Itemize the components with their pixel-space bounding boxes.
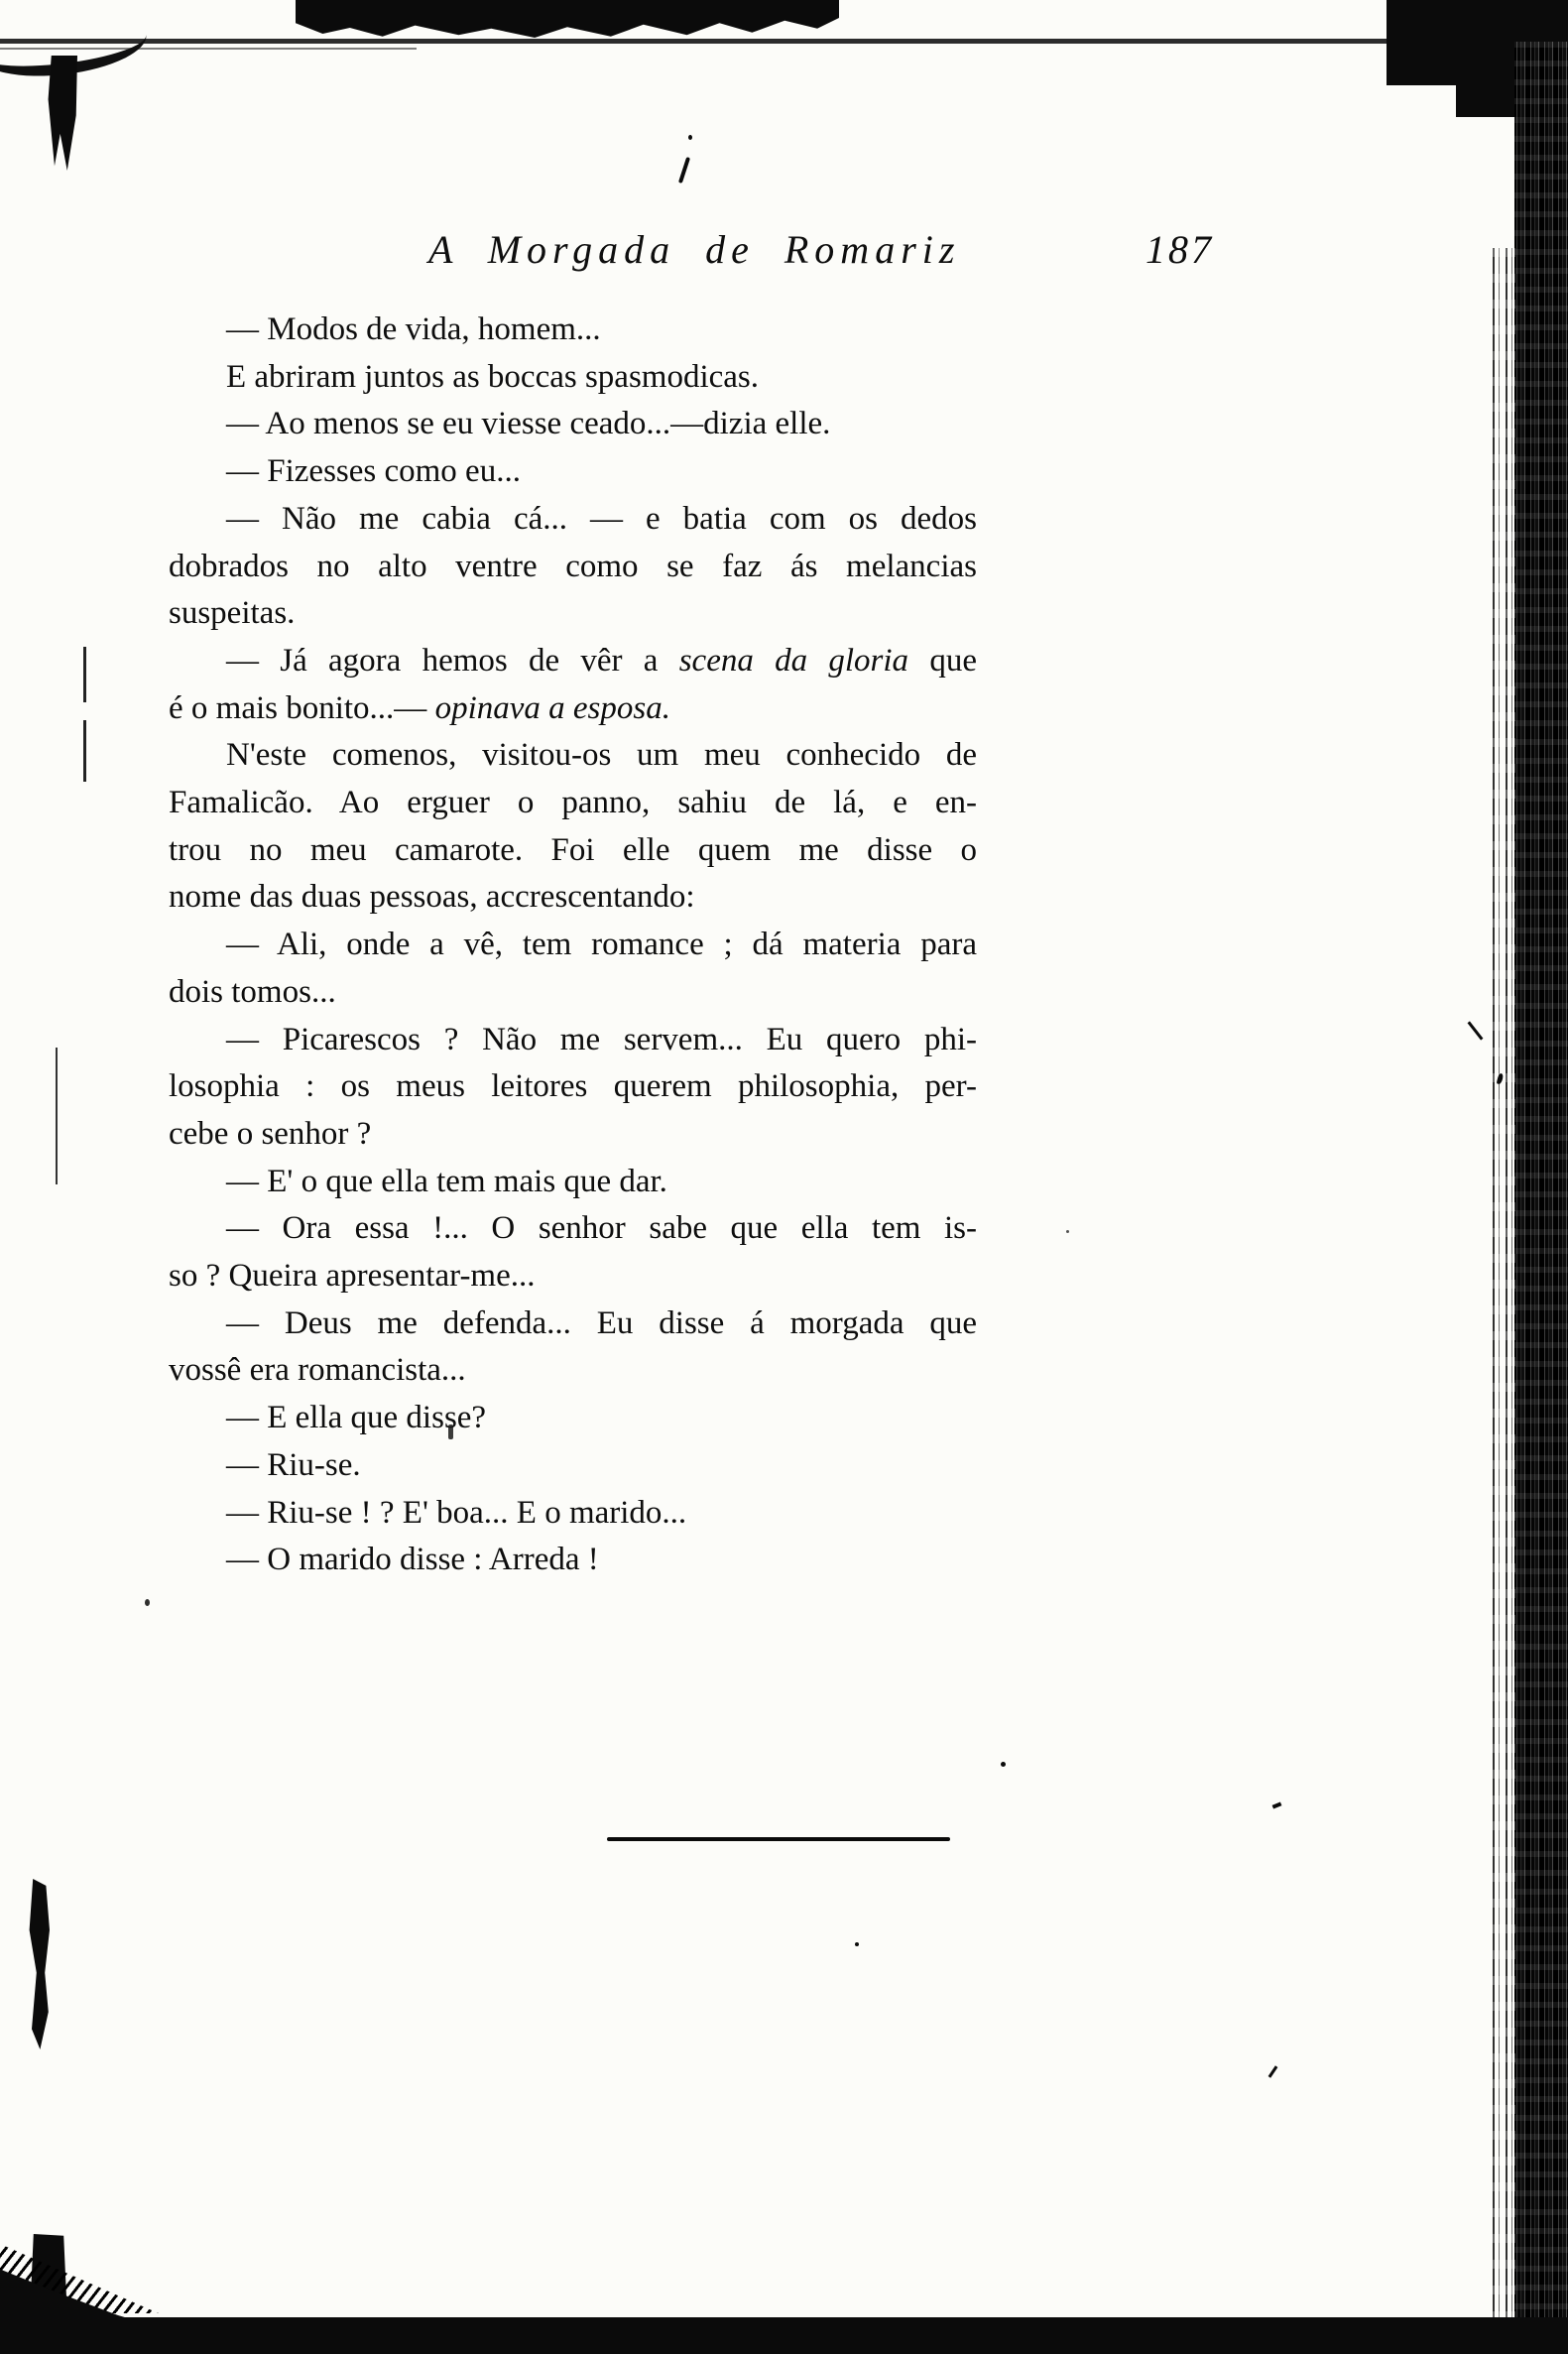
text-segment: — O marido disse : Arreda ! [226,1542,599,1578]
text-line [169,1017,977,1064]
scan-artifact-ink-grave [1268,2065,1278,2077]
scan-artifact-bottom-edge [85,2317,1568,2354]
text-line [169,1301,977,1348]
text-segment: losophia : os meus leitores querem philosophia, per- [169,1068,977,1105]
text-segment: — Riu-se. [226,1446,361,1483]
text-line [169,685,977,733]
text-line [169,401,977,448]
text-segment: — E' o que ella tem mais que dar. [226,1163,667,1199]
text-segment: — Ao menos se eu viesse ceado...—dizia elle. [226,406,831,442]
text-segment: — Não me cabia cá... — e batia com os dedos [226,500,977,537]
scan-artifact-gutter-band [1514,42,1568,2354]
text-segment: — Deus me defenda... Eu disse á morgada que [226,1304,977,1341]
text-segment: E abriram juntos as boccas spasmodicas. [226,358,760,395]
text-line [169,1205,977,1253]
text-line [169,969,977,1017]
text-line [169,1442,977,1490]
scan-artifact-ink-dot [1001,1762,1006,1767]
text-segment: so ? Queira apresentar-me... [169,1258,536,1295]
scan-artifact-bottomleft-blob [26,1879,50,2049]
scan-artifact-left-line-2 [83,720,86,782]
scan-artifact-left-line-3 [56,1048,58,1184]
text-segment: suspeitas. [169,595,296,632]
scan-artifact-ink-dot [1066,1230,1069,1233]
text-segment: trou no meu camarote. Foi elle quem me disse o [169,831,977,868]
text-line [169,590,977,638]
text-line [169,1537,977,1584]
text-segment: nome das duas pessoas, accrescentando: [169,879,695,916]
scan-artifact-ink-slash [678,157,690,184]
text-line [169,354,977,402]
page-number: 187 [1146,227,1214,272]
text-line [169,544,977,591]
text-segment: — Fizesses como eu... [226,453,521,490]
text-line [169,1111,977,1159]
scan-artifact-ink-dot [145,1599,150,1606]
text-segment: cebe o senhor ? [169,1115,372,1152]
scan-artifact-gutter-streaks [1490,248,1515,2321]
text-line [169,922,977,969]
text-segment: que [908,642,977,679]
text-line [169,638,977,685]
text-line [169,1253,977,1301]
scan-artifact-left-line-1 [83,647,86,702]
text-segment: N'este comenos, visitou-os um meu conhecido de [226,737,977,774]
text-segment: — E ella que disse? [226,1400,487,1436]
text-segment: — Ali, onde a vê, tem romance ; dá materia para [226,927,977,963]
scan-artifact-top-rule [0,39,1568,44]
scan-artifact-torn-top-edge [296,0,839,40]
scan-artifact-topleft-ink-blot [46,56,77,171]
scan-artifact-ink-tick [1272,1801,1282,1808]
text-line [169,1395,977,1442]
scan-artifact-ink-dot [855,1942,859,1946]
text-line [169,1347,977,1395]
text-segment: é o mais bonito...— [169,689,435,726]
running-title: A Morgada de Romariz [428,227,961,272]
text-line [169,1063,977,1111]
scan-artifact-ink-dot [688,135,692,140]
text-line [169,496,977,544]
text-segment: — Já agora hemos de vêr a [226,642,679,679]
text-segment: vossê era romancista... [169,1352,466,1389]
text-segment-italic: scena da gloria [678,642,909,679]
text-segment: dois tomos... [169,973,336,1010]
text-segment-italic: opinava a esposa. [434,689,670,726]
text-segment: — Ora essa !... O senhor sabe que ella tem is- [226,1210,977,1247]
text-segment: — Modos de vida, homem... [226,311,601,347]
section-divider-rule [607,1837,950,1841]
scan-artifact-ink-mark [1468,1021,1484,1040]
text-segment: — Riu-se ! ? E' boa... E o marido... [226,1494,687,1531]
text-line [169,1490,977,1538]
text-segment: Famalicão. Ao erguer o panno, sahiu de lá, e en- [169,785,977,821]
text-line [169,448,977,496]
text-line [169,827,977,875]
text-segment: — Picarescos ? Não me servem... Eu quero phi- [226,1021,977,1057]
text-segment: dobrados no alto ventre como se faz ás melancias [169,548,977,584]
text-line [169,307,977,354]
text-line [169,874,977,922]
text-line [169,780,977,827]
page-header [0,226,1568,286]
body-text-column [169,307,977,1584]
text-line [169,732,977,780]
text-line [169,1159,977,1206]
